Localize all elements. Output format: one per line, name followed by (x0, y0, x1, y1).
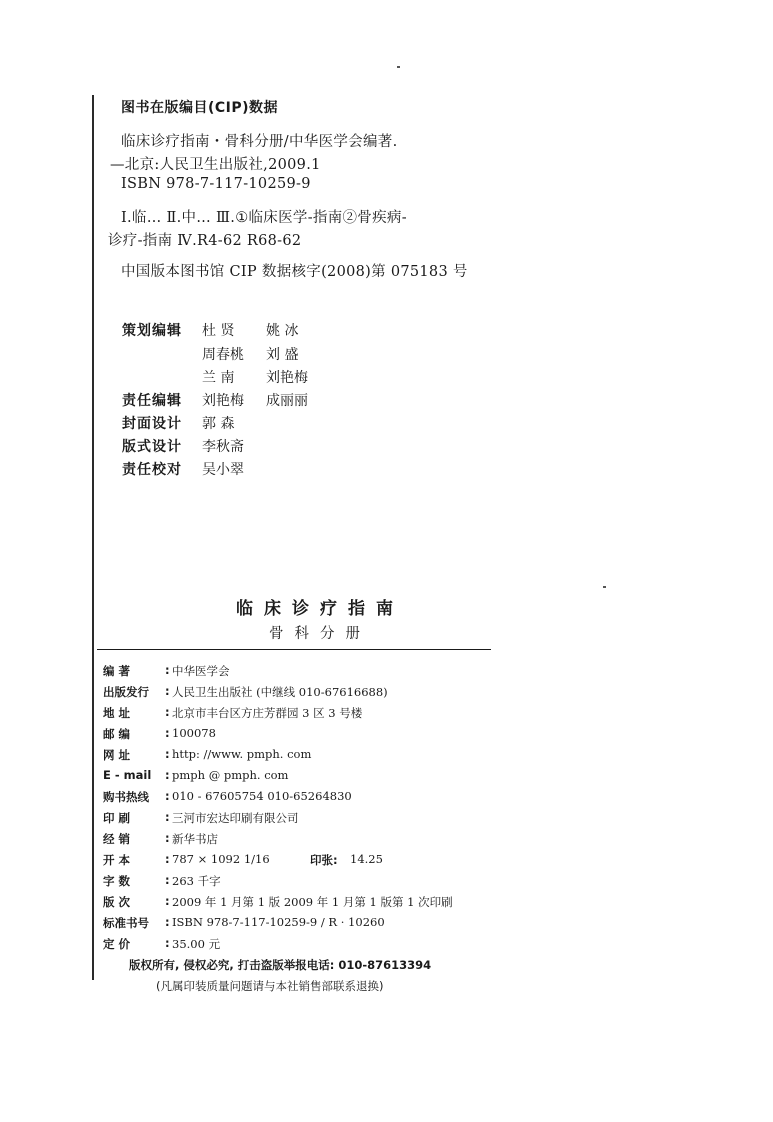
colophon-label-text: 字 数 (103, 874, 131, 888)
colophon-label-format: 开 本 : (103, 852, 170, 867)
colophon-value-hotline: 010 - 67605754 010-65264830 (172, 789, 352, 803)
colophon-label-text: 经 销 (103, 832, 131, 846)
cip-line-classification: Ⅰ.临… Ⅱ.中… Ⅲ.①临床医学-指南②骨疾病- (121, 210, 407, 226)
layout-design-label: 版式设计 (122, 439, 182, 455)
colophon-label-text: 网 址 (103, 748, 131, 762)
colophon-value-distributor: 新华书店 (172, 832, 218, 846)
colophon-label-text: 标准书号 (103, 916, 149, 930)
scan-speck (603, 586, 606, 588)
layout-designer-name: 李秋斋 (202, 439, 244, 455)
colophon-label-postcode: 邮 编 : (103, 726, 170, 741)
cip-line-title: 临床诊疗指南・骨科分册/中华医学会编著. (121, 134, 398, 150)
colophon-label-distributor: 经 销 : (103, 831, 170, 846)
responsible-editor-name: 成丽丽 (266, 393, 308, 409)
left-margin-rule (92, 95, 94, 980)
cip-line-classification-cont: 诊疗-指南 Ⅳ.R4-62 R68-62 (108, 233, 302, 249)
colophon-label-text: 印 刷 (103, 811, 131, 825)
printed-sheets-value: 14.25 (350, 852, 383, 866)
cover-designer-name: 郭 森 (202, 416, 235, 432)
colophon-value-format: 787 × 1092 1/16 (172, 852, 270, 866)
proofreader-name: 吴小翠 (202, 462, 244, 478)
cip-title: 图书在版编目(CIP)数据 (121, 100, 279, 116)
colophon-label-printer: 印 刷 : (103, 810, 170, 825)
proofreader-label: 责任校对 (122, 462, 182, 478)
colophon-value-email: pmph @ pmph. com (172, 768, 289, 782)
copyright-notice: 版权所有, 侵权必究, 打击盗版举报电话: 010-87613394 (129, 958, 432, 972)
colophon-value-standard-number: ISBN 978-7-117-10259-9 / R · 10260 (172, 915, 385, 929)
cover-design-label: 封面设计 (122, 416, 182, 432)
colophon-value-website: http: //www. pmph. com (172, 747, 312, 761)
colophon-label-email: E - mail : (103, 768, 170, 782)
planning-editor-name: 刘艳梅 (266, 370, 308, 386)
colophon-label-text: 定 价 (103, 937, 131, 951)
planning-editor-name: 兰 南 (202, 370, 235, 386)
scan-speck (397, 66, 400, 68)
colophon-label-hotline: 购书热线 : (103, 789, 170, 804)
planning-editor-name: 姚 冰 (266, 323, 299, 339)
colophon-value-printer: 三河市宏达印刷有限公司 (172, 811, 299, 825)
colophon-label-text: 版 次 (103, 895, 131, 909)
colophon-value-word-count: 263 千字 (172, 874, 221, 888)
colophon-value-address: 北京市丰台区方庄芳群园 3 区 3 号楼 (172, 706, 363, 720)
planning-editor-label: 策划编辑 (122, 323, 182, 339)
colophon-label-text: 开 本 (103, 853, 131, 867)
colophon-label-address: 地 址 : (103, 705, 170, 720)
colophon-label-website: 网 址 : (103, 747, 170, 762)
return-policy-notice: (凡属印装质量问题请与本社销售部联系退换) (156, 979, 384, 993)
title-divider (97, 649, 491, 650)
planning-editor-name: 刘 盛 (266, 347, 299, 363)
cip-line-publisher: —北京:人民卫生出版社,2009.1 (110, 157, 321, 173)
colophon-label-standard-number: 标准书号 : (103, 915, 170, 930)
responsible-editor-label: 责任编辑 (122, 393, 182, 409)
colophon-label-text: 出版发行 (103, 685, 149, 699)
cip-line-record-number: 中国版本图书馆 CIP 数据核字(2008)第 075183 号 (121, 264, 468, 280)
planning-editor-name: 周春桃 (202, 347, 244, 363)
planning-editor-name: 杜 贤 (202, 323, 235, 339)
colophon-label-text: 邮 编 (103, 727, 131, 741)
colophon-label-edition: 版 次 : (103, 894, 170, 909)
book-subtitle: 骨科分册 (269, 626, 371, 642)
colophon-value-author: 中华医学会 (172, 664, 230, 678)
colophon-label-publisher: 出版发行 : (103, 684, 170, 699)
colophon-label-word-count: 字 数 : (103, 873, 170, 888)
colophon-label-text: 地 址 (103, 706, 131, 720)
book-title: 临床诊疗指南 (236, 599, 404, 619)
colophon-label-price: 定 价 : (103, 936, 170, 951)
colophon-label-author: 编 著 : (103, 663, 170, 678)
printed-sheets-label: 印张: (310, 853, 338, 867)
colophon-label-text: E - mail (103, 768, 152, 782)
colophon-value-edition: 2009 年 1 月第 1 版 2009 年 1 月第 1 版第 1 次印刷 (172, 895, 453, 909)
cip-line-isbn: ISBN 978-7-117-10259-9 (121, 176, 311, 192)
colophon-label-text: 编 著 (103, 664, 131, 678)
colophon-value-publisher: 人民卫生出版社 (中继线 010-67616688) (172, 685, 388, 699)
colophon-value-postcode: 100078 (172, 726, 216, 740)
colophon-value-price: 35.00 元 (172, 937, 221, 951)
colophon-label-text: 购书热线 (103, 790, 149, 804)
responsible-editor-name: 刘艳梅 (202, 393, 244, 409)
